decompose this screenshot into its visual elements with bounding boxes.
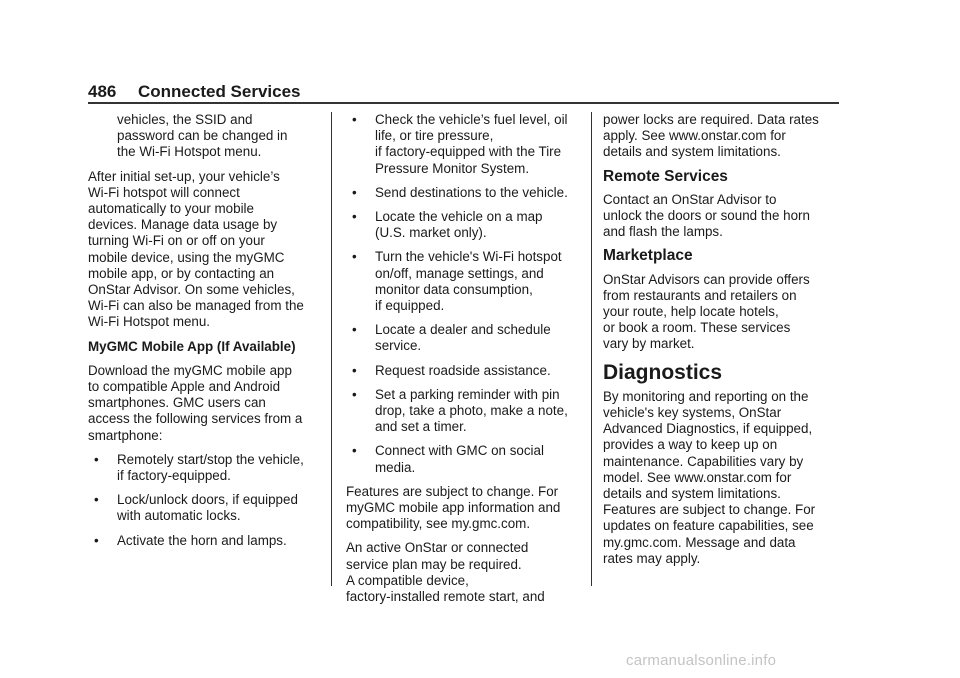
list-item: • Locate the vehicle on a map (U.S. market only). bbox=[352, 209, 543, 241]
paragraph-features-change: Features are subject to change. For myGMC mobile app information and compatibility, see my.gmc.com. bbox=[346, 483, 561, 532]
list-item: • Send destinations to the vehicle. bbox=[352, 184, 568, 200]
paragraph-marketplace: OnStar Advisors can provide offers from restaurants and retailers on your route, help locate hotels, or book a room. These services vary by market. bbox=[603, 271, 810, 352]
header-rule bbox=[88, 102, 839, 104]
page-number: 486 bbox=[88, 82, 117, 101]
list-item: • Set a parking reminder with pin drop, take a photo, make a note, and set a timer. bbox=[352, 386, 568, 435]
paragraph-download-app: Download the myGMC mobile app to compatible Apple and Android smartphones. GMC users can access the following services from a smartphone: bbox=[88, 362, 303, 443]
paragraph-power-locks: power locks are required. Data rates apply. See www.onstar.com for details and system limitations. bbox=[603, 112, 819, 160]
list-item: • Check the vehicle’s fuel level, oil life, or tire pressure, if factory-equipped with the Tire Pressure Monitor System. bbox=[352, 112, 568, 176]
column-divider-1 bbox=[331, 112, 332, 586]
paragraph-remote-services: Contact an OnStar Advisor to unlock the doors or sound the horn and flash the lamps. bbox=[603, 191, 810, 240]
heading-diagnostics: Diagnostics bbox=[603, 360, 723, 384]
list-item: • Remotely start/stop the vehicle, if factory-equipped. bbox=[94, 451, 304, 484]
list-item: • Locate a dealer and schedule service. bbox=[352, 322, 551, 354]
subheading-mobile-app: MyGMC Mobile App (If Available) bbox=[88, 338, 296, 354]
page-header bbox=[88, 82, 838, 104]
paragraph-diagnostics: By monitoring and reporting on the vehicle's key systems, OnStar Advanced Diagnostics, if equipped, provides a way to keep up on maintenance. Capabilities vary by model. See www.onstar.com for details and system limitations. Features are subject to change. For updates on feature capabilities, see my.gmc.com. Message and data rates may apply. bbox=[603, 388, 816, 566]
column-divider-2 bbox=[591, 112, 592, 586]
list-item: • Activate the horn and lamps. bbox=[94, 532, 287, 548]
list-item: • Request roadside assistance. bbox=[352, 362, 551, 378]
list-item: • Lock/unlock doors, if equipped with automatic locks. bbox=[94, 492, 298, 524]
watermark: carmanualsonline.info bbox=[626, 652, 777, 669]
heading-marketplace: Marketplace bbox=[603, 247, 693, 265]
paragraph-hotspot: After initial set-up, your vehicle’s Wi-Fi hotspot will connect automatically to your mobile devices. Manage data usage by turning Wi-Fi on or off on your mobile device, using the myGMC mobile app, or by contacting an OnStar Advisor. On some vehicles, Wi-Fi can also be managed from the Wi-Fi Hotspot menu. bbox=[88, 168, 304, 330]
column-1 bbox=[88, 112, 324, 557]
column-3 bbox=[603, 112, 839, 575]
section-title: Connected Services bbox=[138, 82, 301, 101]
heading-remote-services: Remote Services bbox=[603, 167, 728, 185]
column-2 bbox=[346, 112, 582, 613]
list-item: • Connect with GMC on social media. bbox=[352, 443, 544, 475]
paragraph-ssid: vehicles, the SSID and password can be changed in the Wi-Fi Hotspot menu. bbox=[117, 112, 288, 160]
paragraph-service-plan: An active OnStar or connected service plan may be required. A compatible device, factory-installed remote start, and bbox=[346, 540, 545, 605]
list-item: • Turn the vehicle's Wi-Fi hotspot on/off, manage settings, and monitor data consumption, if equipped. bbox=[352, 249, 562, 314]
